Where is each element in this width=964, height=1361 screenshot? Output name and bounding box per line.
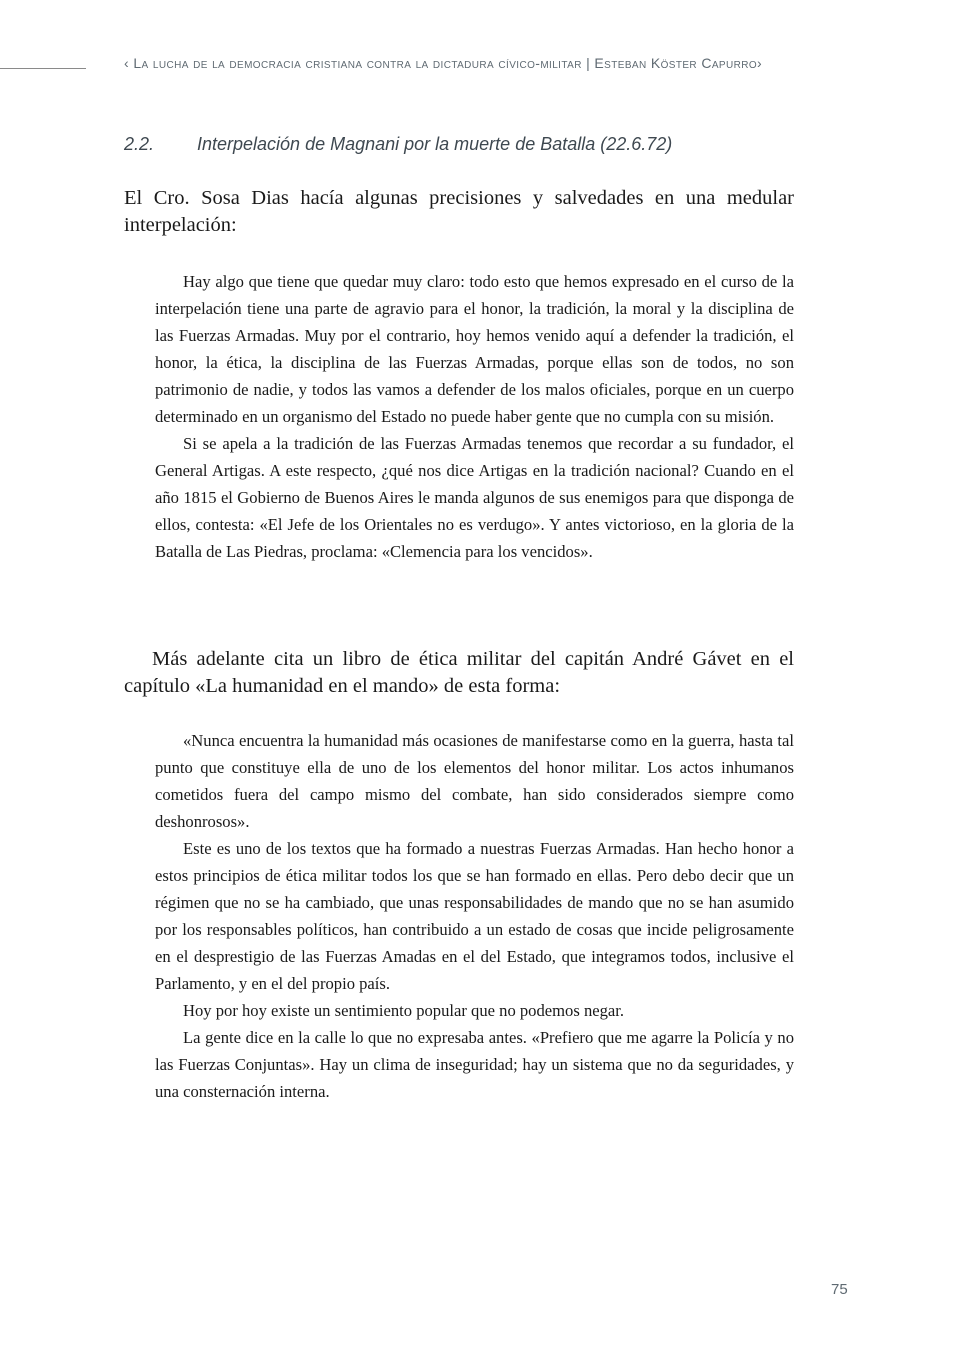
quote-paragraph: Este es uno de los textos que ha formado a nuestras Fuerzas Armadas. Han hecho honor a estos principios de ética militar todos los que se han formado en ellas. Pero debo decir que un régimen que no se ha cambiado, que unas responsabilidades de mando que no se han asumido por los responsables políticos, han contribuido a un estado de cosas que incide peligrosamente en el desprestigio de las Fuerzas Amadas en el del Estado, que integramos todos, inclusive el Parlamento, y en el del propio país. [155,839,794,993]
quote-paragraph: Hoy por hoy existe un sentimiento popular que no podemos negar. [183,1001,625,1020]
header-rule [0,68,86,69]
page-number: 75 [831,1281,848,1298]
quote-paragraph: Hay algo que tiene que quedar muy claro: todo esto que hemos expresado en el curso de la interpelación tiene una parte de agravio para el honor, la tradición, la moral y la disciplina de las Fuerzas Armadas. Muy por el contrario, hoy hemos venido aquí a defender la tradición, el honor, la ética, la disciplina de las Fuerzas Armadas, porque ellas son de todos, no son patrimonio de nadie, y todos las vamos a defender de los malos oficiales, porque en un cuerpo determinado en un organismo del Estado no puede haber gente que no cumpla con su misión. [155,272,794,426]
section-heading [124,134,804,155]
running-header: ‹ La lucha de la democracia cristiana contra la dictadura cívico-militar | Esteban Köster Capurro› [124,55,763,71]
quote-paragraph: Si se apela a la tradición de las Fuerzas Armadas tenemos que recordar a su fundador, el General Artigas. A este respecto, ¿qué nos dice Artigas en la tradición nacional? Cuando en el año 1815 el Gobierno de Buenos Aires le manda algunos de sus enemigos para que disponga de ellos, contesta: «El Jefe de los Orientales no es verdugo». Y antes victorioso, en la gloria de la Batalla de Las Piedras, proclama: «Clemencia para los vencidos». [155,434,794,561]
section-number: 2.2. [124,134,155,154]
quote-paragraph: La gente dice en la calle lo que no expresaba antes. «Prefiero que me agarre la Policía y no las Fuerzas Conjuntas». Hay un clima de inseguridad; hay un sistema que no da seguridades, y una consternación interna. [155,1028,794,1101]
middle-paragraph: Más adelante cita un libro de ética militar del capitán André Gávet en el capítulo «La humanidad en el mando» de esta forma: [124,648,794,697]
section-title: Interpelación de Magnani por la muerte de Batalla (22.6.72) [197,134,673,154]
intro-paragraph: El Cro. Sosa Dias hacía algunas precisiones y salvedades en una medular interpelación: [124,187,794,236]
block-quote-2 [155,727,794,1105]
block-quote-1 [155,268,794,565]
quote-paragraph: «Nunca encuentra la humanidad más ocasiones de manifestarse como en la guerra, hasta tal punto que constituye ella de uno de los elementos del honor militar. Los actos inhumanos cometidos fuera del campo mismo del combate, han sido considerados siempre como deshonrosos». [155,731,794,831]
